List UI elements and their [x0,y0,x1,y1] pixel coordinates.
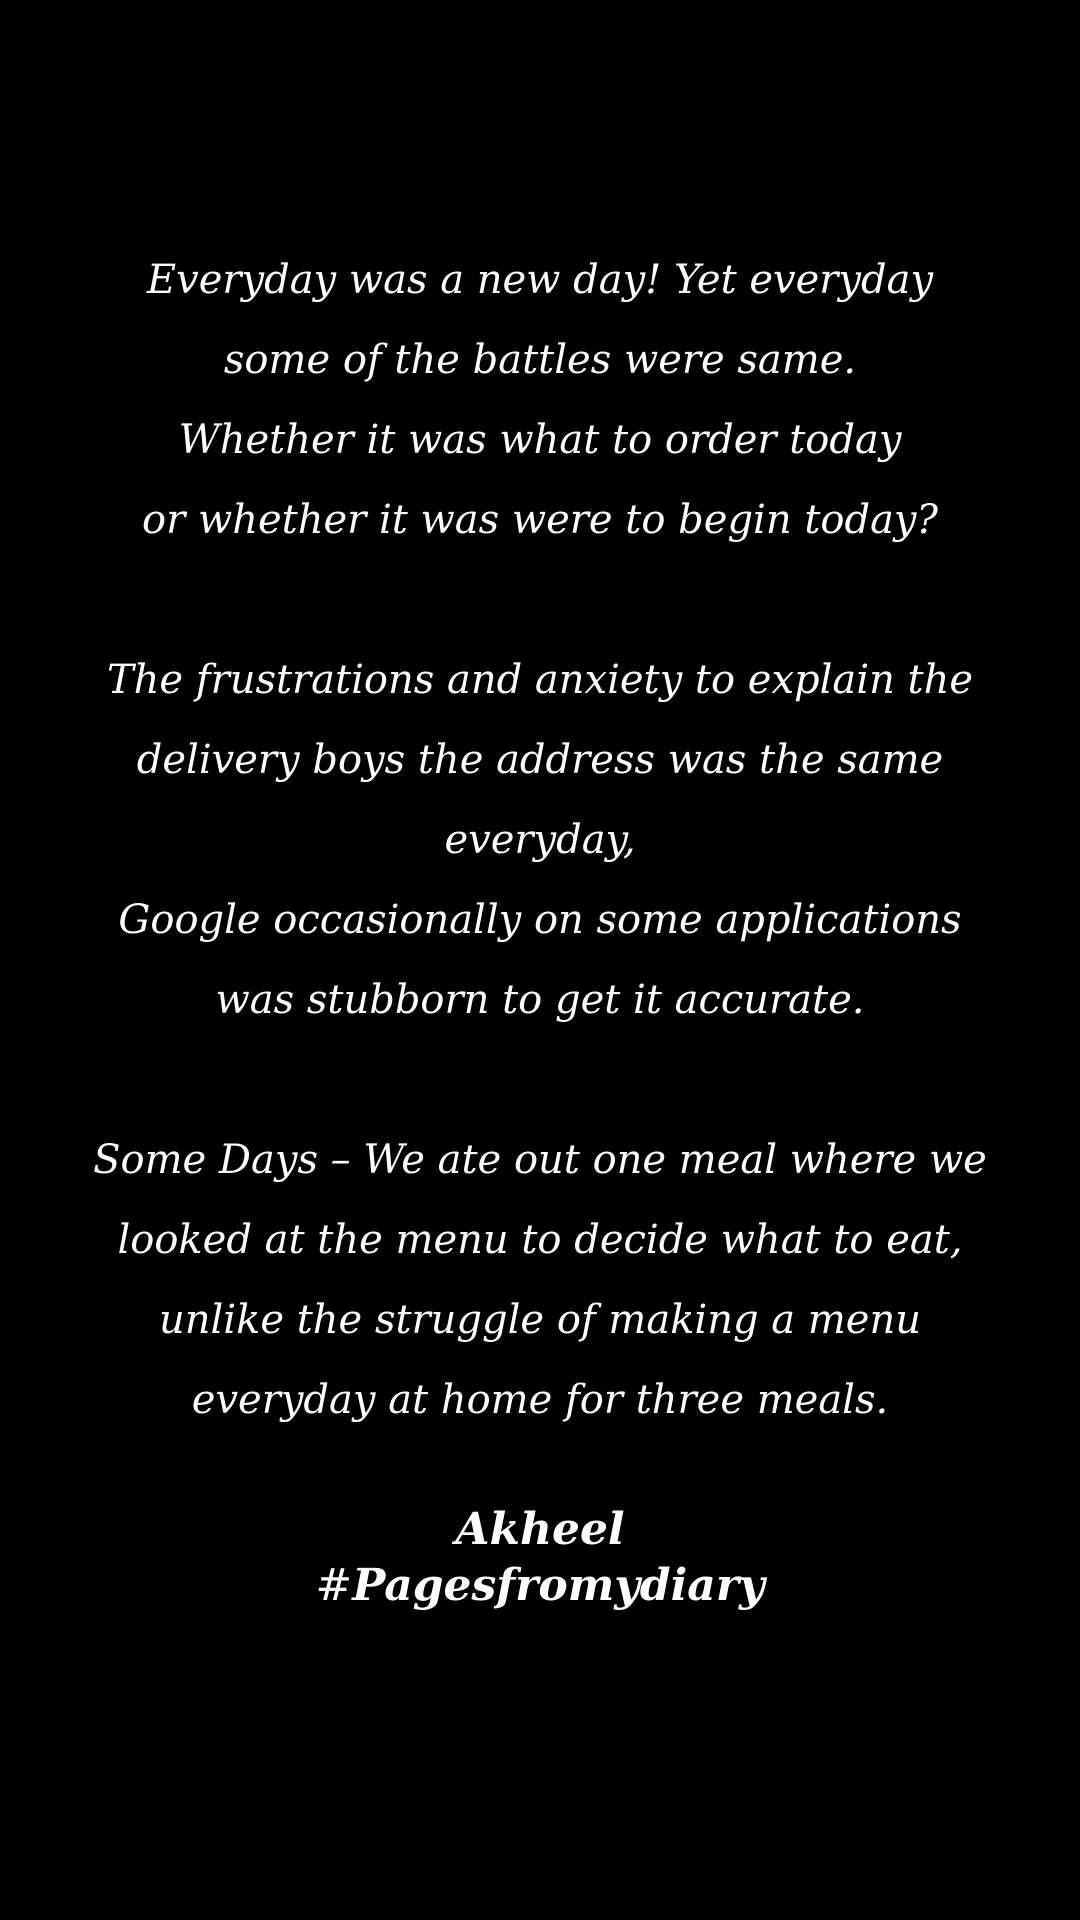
poem-line: some of the battles were same. [223,337,857,383]
poem-line: everyday at home for three meals. [191,1377,889,1423]
poem-line: Google occasionally on some applications [118,897,962,943]
stanza-2 [0,640,1080,1040]
signature-block [0,1502,1080,1614]
poem-line: everyday, [444,817,636,863]
poem-line: or whether it was were to begin today? [142,497,938,543]
hashtag [0,1558,1080,1614]
hash-symbol: # [315,1560,353,1611]
stanza-1 [0,240,1080,560]
poem-line: was stubborn to get it accurate. [215,977,865,1023]
author-name: Akheel [455,1504,625,1555]
stanza-3 [0,1120,1080,1440]
poem-line: Some Days – We ate out one meal where we [93,1137,987,1183]
hashtag-text: Pagesfromydiary [352,1560,765,1611]
poem-line: unlike the struggle of making a menu [158,1297,921,1343]
poem-line: The frustrations and anxiety to explain the [106,657,974,703]
poem-line: looked at the menu to decide what to eat, [117,1217,963,1263]
poem-line: delivery boys the address was the same [136,737,944,783]
poem-line: Everyday was a new day! Yet everyday [146,257,934,303]
poem-line: Whether it was what to order today [178,417,902,463]
poem-text [0,240,1080,1440]
